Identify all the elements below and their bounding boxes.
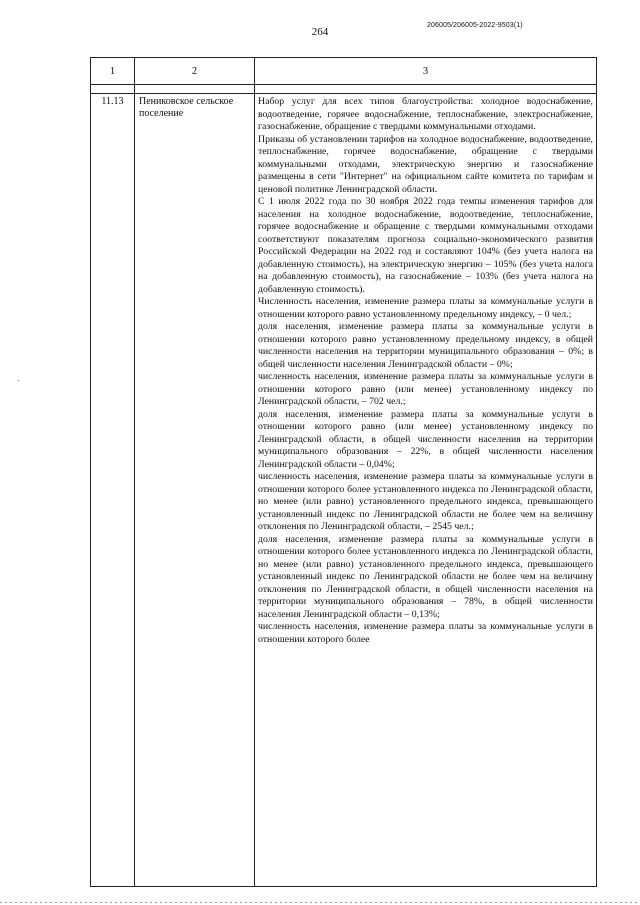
- column-number-3: 3: [255, 58, 597, 85]
- bottom-edge-rule: [0, 902, 640, 903]
- paragraph-population-above-index: численность населения, изменение размера платы за коммунальные услуги в отношении которого более установленного индекса по Ленинградской области, но менее (или равно) установленного предельного индекса, превышающего установленный индекс по Ленинградской области не более чем на величину отклонения по Ленинградской области, – 2545 чел.;: [258, 471, 593, 532]
- page-number: 264: [311, 26, 329, 38]
- row-number: 11.13: [91, 94, 135, 887]
- paragraph-tariff-orders: Приказы об установлении тарифов на холодное водоснабжение, водоотведение, теплоснабжение, горячее водоснабжение, обращение с твердыми коммунальными отходами, электрическую энергию и газоснабжение размещены в сети "Интернет" на официальном сайте комитета по тарифам и ценовой политике Ленинградской области.: [258, 133, 593, 195]
- column-number-1: 1: [91, 58, 135, 85]
- paragraph-population-below-index: численность населения, изменение размера платы за коммунальные услуги в отношении которого равно (или менее) установленному индексу по Ленинградской области, – 702 чел.;: [258, 371, 593, 407]
- table-header-row: [91, 58, 597, 85]
- paragraph-services: Набор услуг для всех типов благоустройства: холодное водоснабжение, водоотведение, горячее водоснабжение, теплоснабжение, электроснабжение, газоснабжение, обращение с твердыми коммунальными отходами.: [258, 96, 593, 132]
- paragraph-population-equal-limit: Численность населения, изменение размера платы за коммунальные услуги в отношении которого равно установленному предельному индексу, – 0 чел.;: [258, 296, 593, 320]
- table-row: [91, 94, 597, 887]
- paragraph-tariff-rates: С 1 июля 2022 года по 30 ноября 2022 года темпы изменения тарифов для населения на холодное водоснабжение, водоотведение, теплоснабжение, горячее водоснабжение и обращение с твердыми коммунальными отходами соответствуют показателям прогноза социально-экономического развития Российской Федерации на 2022 год и составляют 104% (без учета налога на добавленную стоимость), на электрическую энергию – 105% (без учета налога на добавленную стоимость), на газоснабжение – 103% (без учета налога на добавленную стоимость).: [258, 196, 593, 295]
- table-spacer-row: [91, 85, 597, 94]
- tariff-table: [90, 57, 597, 887]
- row-description: [255, 94, 597, 887]
- paragraph-population-continued: численность населения, изменение размера платы за коммунальные услуги в отношении которого более: [258, 621, 593, 645]
- scan-mark: [18, 380, 19, 381]
- column-number-2: 2: [135, 58, 255, 85]
- paragraph-share-above-index: доля населения, изменение размера платы за коммунальные услуги в отношении которого более установленного индекса по Ленинградской области, но менее (или равно) установленного предельного индекса, превышающего установленный индекс по Ленинградской области не более чем на величину отклонения по Ленинградской области, в общей численности населения на территории муниципального образования – 78%, в общей численности населения Ленинградской области – 0,13%;: [258, 533, 593, 620]
- document-code: 206005/206005-2022-9503(1): [427, 22, 523, 29]
- paragraph-share-equal-limit: доля населения, изменение размера платы за коммунальные услуги в отношении которого равно установленному предельному индексу, в общей численности населения на территории муниципального образования – 0%; в общей численности населения Ленинградской области – 0%;: [258, 321, 593, 370]
- paragraph-share-below-index: доля населения, изменение размера платы за коммунальные услуги в отношении которого равно (или менее) установленному индексу по Ленинградской области, в общей численности населения на территории муниципального образования – 22%, в общей численности населения Ленинградской области – 0,04%;: [258, 408, 593, 470]
- settlement-name: Пениковское сельское поселение: [135, 94, 255, 887]
